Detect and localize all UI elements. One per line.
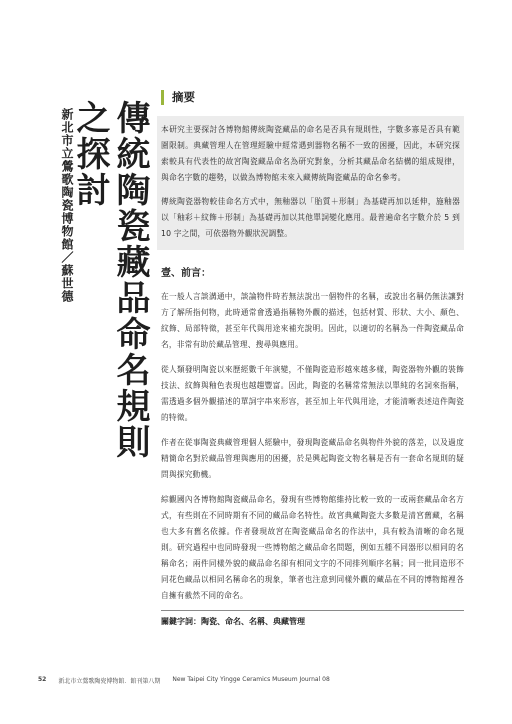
divider bbox=[161, 610, 464, 611]
journal-name-en: New Taipei City Yingge Ceramics Museum Journal 08 bbox=[172, 676, 330, 683]
body-paragraph: 綜觀國內各博物館陶瓷藏品命名，發現有些博物館維持比較一致的一或兩套藏品命名方式，有些則在不同時期有不同的藏品命名特性。故宮典藏陶瓷大多數是清宮舊藏，名稱也大多有舊名依據。作者發現故宮在陶瓷藏品命名的作法中，具有較為清晰的命名規則。研究過程中也同時發現一些博物館之藏品命名問題，例如五種不同器形以相同的名稱命名；兩件同樣外貌的藏品命名卻有相同文字的不同排列順序名稱；同一批同造形不同花色藏品以相同名稱命名的現象，筆者也注意到同樣外觀的藏品在不同的博物館裡各自擁有截然不同的命名。 bbox=[161, 495, 464, 600]
body-paragraph: 在一般人言談溝通中，談論物件時若無法說出一個物件的名稱，或說出名稱仍無法讓對方了解所指何物，此時通常會透過指稱物外觀的描述，包括材質、形狀、大小、顏色、紋飾、局部特徵，甚至年代與用途來補充說明。因此，以適切的名稱為一件陶瓷藏品命名，非常有助於藏品管理、搜尋與應用。 bbox=[161, 292, 464, 349]
abstract-paragraph: 傳統陶瓷器物較佳命名方式中，無釉器以「胎質＋形制」為基礎再加以延伸，施釉器以「釉彩＋紋飾＋形制」為基礎再加以其他單詞變化應用。最普遍命名字數介於 5 到 10 字之間，可依器物外觀狀況調整。 bbox=[161, 197, 460, 238]
page-footer bbox=[38, 676, 330, 685]
body-paragraph: 從人類發明陶瓷以來歷經數千年演變，不僅陶瓷造形越來越多樣，陶瓷器物外觀的裝飾技法、紋飾與釉色表現也越趨豐富。因此，陶瓷的名稱常常無法以單純的名詞來指稱，需透過多個外觀描述的單詞字串來形容，甚至加上年代與用途，才能清晰表述這件陶瓷的特徵。 bbox=[161, 365, 464, 422]
body-paragraph: 作者在從事陶瓷典藏管理個人經驗中，發現陶瓷藏品命名與物件外貌的落差，以及過度精簡命名對於藏品管理與應用的困擾，於是興起陶瓷文物名稱是否有一套命名規則的疑問與探究動機。 bbox=[161, 438, 464, 479]
abstract-heading bbox=[161, 88, 464, 106]
abstract-paragraph: 本研究主要探討各博物館傳統陶瓷藏品的命名是否具有規則性，字數多寡是否具有範圍限制。典藏管理人在管理經驗中經常遇到器物名稱不一致的困擾，因此，本研究探索較具有代表性的故宮陶瓷藏品命名為研究對象，分析其藏品命名結構的組成規律，與命名字數的趨勢，以做為博物館未來入藏傳統陶瓷藏品的命名參考。 bbox=[161, 125, 460, 182]
keywords: 關鍵字詞：陶瓷、命名、名稱、典藏管理 bbox=[161, 617, 305, 626]
abstract-box bbox=[157, 116, 464, 250]
journal-name-zh: 新北市立鶯歌陶瓷博物館．館刊第八期 bbox=[58, 678, 161, 685]
article-title: 傳統陶瓷藏品命名規則之探討 bbox=[70, 100, 150, 460]
page-number: 52 bbox=[38, 676, 47, 683]
author-affiliation: 新北市立鶯歌陶瓷博物館／蘇世德 bbox=[60, 108, 74, 303]
article-content bbox=[161, 88, 464, 613]
accent-bar bbox=[161, 90, 164, 105]
abstract-label: 摘要 bbox=[172, 90, 195, 104]
section-heading: 壹、前言： bbox=[161, 268, 211, 279]
title-block bbox=[60, 100, 150, 480]
